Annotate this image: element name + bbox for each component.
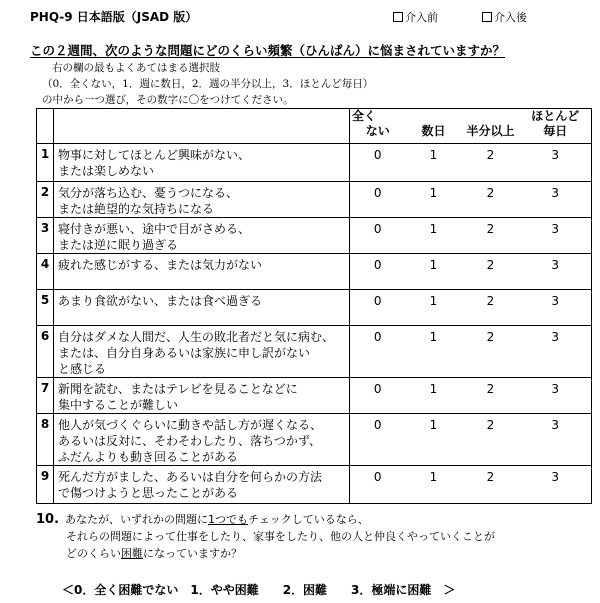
option-0[interactable]: 0 bbox=[350, 378, 406, 414]
form-title: PHQ-9 日本語版（JSAD 版） bbox=[30, 10, 198, 24]
header-blank bbox=[54, 109, 350, 144]
question-number: 3 bbox=[37, 218, 54, 254]
question-text-line: 疲れた感じがする、または気力がない bbox=[58, 258, 263, 272]
q10-line: どのくらい困難になっていますか？ bbox=[66, 547, 242, 560]
table-row bbox=[37, 182, 592, 218]
checkbox-post[interactable] bbox=[482, 9, 527, 25]
option-2[interactable]: 2 bbox=[462, 378, 520, 414]
question-text-line: 自分はダメな人間だ、人生の敗北者だと気に病む、 bbox=[58, 330, 335, 344]
difficulty-scale: ＜0．全く困難でない 1．やや困難 2．困難 3．極端に困難 ＞ bbox=[62, 583, 456, 597]
option-0[interactable]: 0 bbox=[350, 466, 406, 504]
table-row bbox=[37, 218, 592, 254]
table-row bbox=[37, 326, 592, 378]
option-2[interactable]: 2 bbox=[462, 218, 520, 254]
question-text-line: または絶望的な気持ちになる bbox=[58, 202, 215, 216]
question-text-line: または、自分自身あるいは家族に申し訳がない bbox=[58, 346, 311, 360]
question-text-line: で傷つけようと思ったことがある bbox=[58, 486, 239, 500]
table-row bbox=[37, 290, 592, 326]
question-number: 7 bbox=[37, 378, 54, 414]
option-0[interactable]: 0 bbox=[350, 254, 406, 290]
question-text-line: または楽しめない bbox=[58, 164, 155, 178]
question-text bbox=[54, 414, 350, 466]
checkbox-square-icon bbox=[482, 12, 492, 22]
option-0[interactable]: 0 bbox=[350, 326, 406, 378]
option-3[interactable]: 3 bbox=[520, 182, 592, 218]
option-0[interactable]: 0 bbox=[350, 182, 406, 218]
instruction-line: （0．全くない，1．週に数日，2．週の半分以上，3．ほとんど毎日） bbox=[42, 78, 374, 90]
table-header-row bbox=[37, 109, 592, 144]
option-1[interactable]: 1 bbox=[406, 414, 462, 466]
option-2[interactable]: 2 bbox=[462, 326, 520, 378]
question-number: 2 bbox=[37, 182, 54, 218]
q10-line: それらの問題によって仕事をしたり、家事をしたり、他の人と仲良くやっていくことが bbox=[66, 530, 495, 543]
option-1[interactable]: 1 bbox=[406, 466, 462, 504]
option-3[interactable]: 3 bbox=[520, 378, 592, 414]
option-3[interactable]: 3 bbox=[520, 290, 592, 326]
option-1[interactable]: 1 bbox=[406, 144, 462, 182]
question-number: 6 bbox=[37, 326, 54, 378]
option-2[interactable]: 2 bbox=[462, 254, 520, 290]
header-option-2: 半分以上 bbox=[462, 109, 520, 144]
header-blank bbox=[37, 109, 54, 144]
checkbox-pre-label: 介入前 bbox=[405, 11, 438, 24]
question-text-line: あるいは反対に、そわそわしたり、落ちつかず、 bbox=[58, 434, 321, 448]
question-text bbox=[54, 378, 350, 414]
question-text-line: 寝付きが悪い、途中で目がさめる、 bbox=[58, 222, 251, 236]
option-3[interactable]: 3 bbox=[520, 218, 592, 254]
question-text-line: または逆に眠り過ぎる bbox=[58, 238, 179, 252]
table-row bbox=[37, 466, 592, 504]
option-2[interactable]: 2 bbox=[462, 290, 520, 326]
table-row bbox=[37, 254, 592, 290]
option-3[interactable]: 3 bbox=[520, 144, 592, 182]
question-number: 4 bbox=[37, 254, 54, 290]
option-1[interactable]: 1 bbox=[406, 182, 462, 218]
header-option-0: 全く ない bbox=[350, 109, 406, 144]
option-3[interactable]: 3 bbox=[520, 414, 592, 466]
question-text bbox=[54, 182, 350, 218]
option-1[interactable]: 1 bbox=[406, 378, 462, 414]
option-3[interactable]: 3 bbox=[520, 254, 592, 290]
question-text-line: と感じる bbox=[58, 362, 107, 376]
phq9-table bbox=[36, 108, 592, 504]
header-option-3: ほとんど 毎日 bbox=[520, 109, 592, 144]
question-text-line: 新聞を読む、またはテレビを見ることなどに bbox=[58, 382, 298, 396]
table-row bbox=[37, 378, 592, 414]
checkbox-pre[interactable] bbox=[393, 9, 438, 25]
header-option-1: 数日 bbox=[406, 109, 462, 144]
table-row bbox=[37, 414, 592, 466]
question-number: 1 bbox=[37, 144, 54, 182]
question-text-line: 死んだ方がました、あるいは自分を何らかの方法 bbox=[58, 470, 323, 484]
option-0[interactable]: 0 bbox=[350, 290, 406, 326]
question-text bbox=[54, 466, 350, 504]
checkbox-post-label: 介入後 bbox=[494, 11, 527, 24]
question-10: 10. あなたが、いずれかの問題に1つでもチェックしているなら、 それらの問題によって仕事をしたり、家事をしたり、他の人と仲良くやっていくことが どのくらい困難になっていますか？ bbox=[36, 512, 495, 560]
question-text-line: 気分が落ち込む、憂うつになる、 bbox=[58, 186, 239, 200]
question-number: 8 bbox=[37, 414, 54, 466]
option-2[interactable]: 2 bbox=[462, 466, 520, 504]
option-1[interactable]: 1 bbox=[406, 326, 462, 378]
question-text bbox=[54, 326, 350, 378]
question-text-line: ふだんよりも動き回ることがある bbox=[58, 450, 239, 464]
question-text bbox=[54, 218, 350, 254]
question-text bbox=[54, 290, 350, 326]
option-1[interactable]: 1 bbox=[406, 254, 462, 290]
option-2[interactable]: 2 bbox=[462, 144, 520, 182]
table-row bbox=[37, 144, 592, 182]
question-text bbox=[54, 144, 350, 182]
instruction-line: 右の欄の最もよくあてはまる選択肢 bbox=[52, 62, 220, 74]
option-2[interactable]: 2 bbox=[462, 414, 520, 466]
option-1[interactable]: 1 bbox=[406, 218, 462, 254]
question-heading: この２週間、次のような問題にどのくらい頻繁（ひんぱん）に悩まされていますか？ bbox=[30, 43, 506, 58]
option-3[interactable]: 3 bbox=[520, 466, 592, 504]
checkbox-square-icon bbox=[393, 12, 403, 22]
q10-number: 10. bbox=[36, 512, 60, 527]
option-3[interactable]: 3 bbox=[520, 326, 592, 378]
question-number: 5 bbox=[37, 290, 54, 326]
instruction-line: の中から一つ選び，その数字に〇をつけてください。 bbox=[42, 94, 294, 106]
option-1[interactable]: 1 bbox=[406, 290, 462, 326]
option-0[interactable]: 0 bbox=[350, 144, 406, 182]
option-2[interactable]: 2 bbox=[462, 182, 520, 218]
question-text-line: 集中することが難しい bbox=[58, 398, 179, 412]
question-text-line: 他人が気づくぐらいに動きや話し方が遅くなる、 bbox=[58, 418, 323, 432]
question-number: 9 bbox=[37, 466, 54, 504]
option-0[interactable]: 0 bbox=[350, 414, 406, 466]
option-0[interactable]: 0 bbox=[350, 218, 406, 254]
question-text-line: あまり食欲がない、または食べ過ぎる bbox=[58, 294, 263, 308]
question-text-line: 物事に対してほとんど興味がない、 bbox=[58, 148, 251, 162]
question-text bbox=[54, 254, 350, 290]
